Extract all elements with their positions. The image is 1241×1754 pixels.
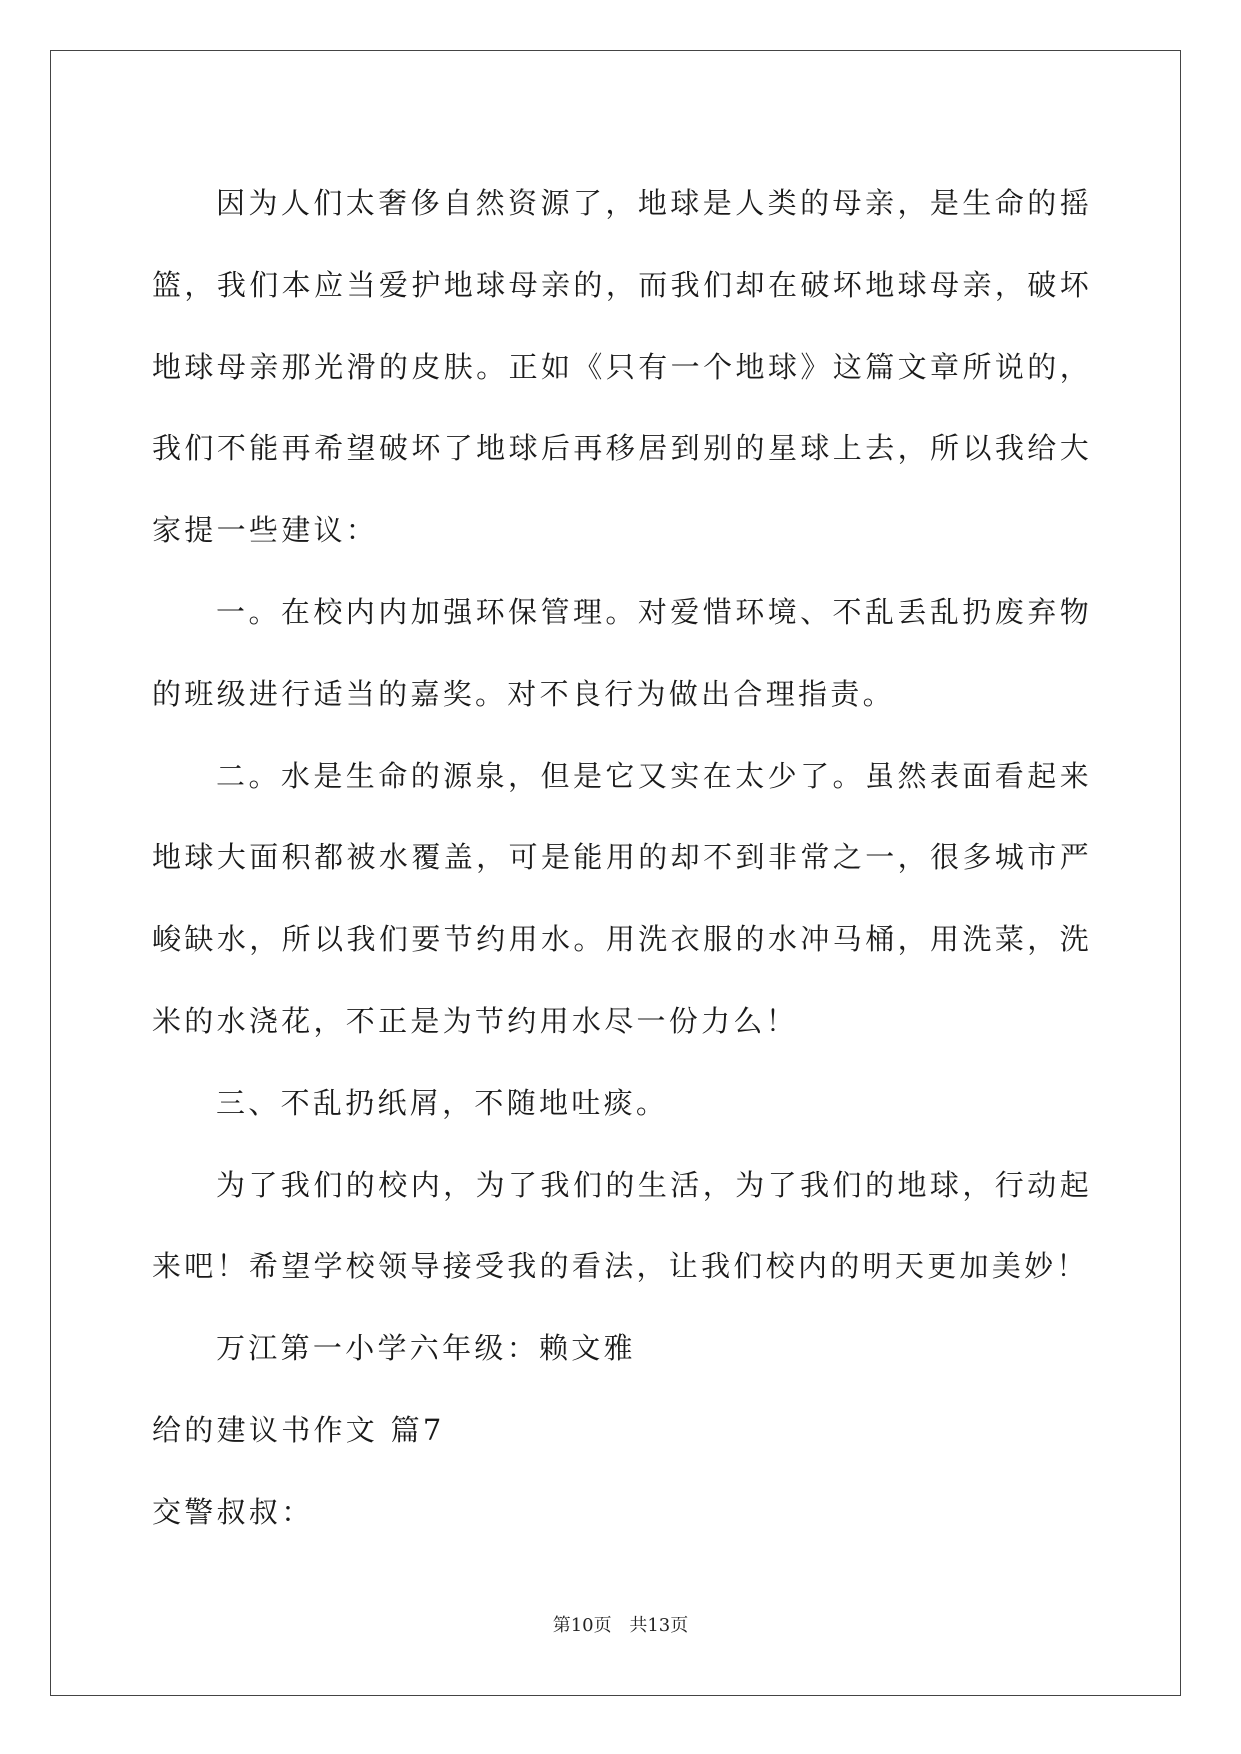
paragraph-suggestion-2: 二。水是生命的源泉，但是它又实在太少了。虽然表面看起来地球大面积都被水覆盖，可是能用的却不到非常之一，很多城市严峻缺水，所以我们要节约用水。用洗衣服的水冲马桶，用洗菜，洗米的水浇花，不正是为节约用水尽一份力么！: [152, 758, 1092, 1038]
salutation: 交警叔叔：: [152, 1494, 314, 1529]
page-number: 第10页: [552, 1615, 612, 1636]
paragraph-intro: 因为人们太奢侈自然资源了，地球是人类的母亲，是生命的摇篮，我们本应当爱护地球母亲的，而我们却在破坏地球母亲，破坏地球母亲那光滑的皮肤。正如《只有一个地球》这篇文章所说的，我们不能再希望破坏了地球后再移居到别的星球上去，所以我给大家提一些建议：: [152, 186, 1092, 548]
document-body: [152, 163, 1092, 1554]
paragraph-suggestion-1: 一。在校内内加强环保管理。对爱惜环境、不乱丢乱扔废弃物的班级进行适当的嘉奖。对不良行为做出合理指责。: [152, 594, 1092, 711]
paragraph-conclusion: 为了我们的校内，为了我们的生活，为了我们的地球，行动起来吧！希望学校领导接受我的看法，让我们校内的明天更加美妙！: [152, 1167, 1092, 1284]
page-total: 共13页: [629, 1615, 689, 1636]
paragraph-suggestion-3: 三、不乱扔纸屑，不随地吐痰。: [216, 1085, 669, 1120]
paragraph-signature: 万江第一小学六年级：赖文雅: [216, 1331, 636, 1366]
section-heading: 给的建议书作文 篇7: [152, 1412, 445, 1447]
page-footer: [0, 1611, 1241, 1637]
